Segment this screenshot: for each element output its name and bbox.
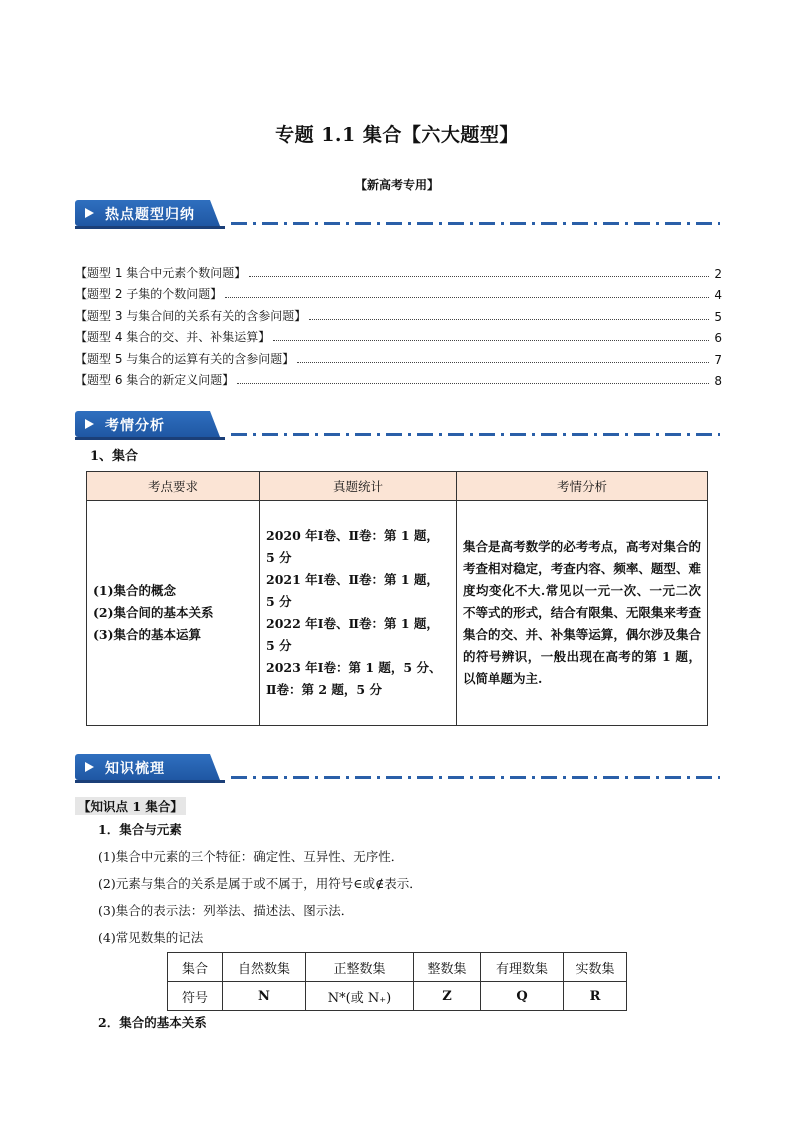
section-banner-knowledge bbox=[75, 754, 735, 780]
knowledge-item: (1)集合中元素的三个特征：确定性、互异性、无序性． bbox=[98, 849, 404, 864]
knowledge-item: (4)常见数集的记法 bbox=[98, 930, 204, 945]
page-title: 专题 1.1 集合【六大题型】 bbox=[275, 124, 519, 146]
dash-divider bbox=[231, 433, 720, 436]
toc-entry-1[interactable]: 【题型 1 集合中元素个数问题】 2 bbox=[75, 265, 722, 281]
table-row: 符号 N N*(或 N₊) Z Q R bbox=[168, 982, 627, 1011]
page-subtitle: 【新高考专用】 bbox=[354, 178, 439, 192]
toc-entry-2[interactable]: 【题型 2 子集的个数问题】 4 bbox=[75, 287, 722, 302]
section-label-analysis: 考情分析 bbox=[105, 418, 165, 434]
section-banner-analysis bbox=[75, 411, 735, 437]
play-arrow-icon bbox=[85, 208, 94, 218]
dash-divider bbox=[231, 222, 720, 225]
table-row: 集合 自然数集 正整数集 整数集 有理数集 实数集 bbox=[168, 953, 627, 982]
subsection-heading: 1．集合与元素 bbox=[98, 822, 182, 837]
toc-entry-6[interactable]: 【题型 6 集合的新定义问题】 8 bbox=[75, 373, 722, 388]
requirements-cell: (1)集合的概念 (2)集合间的基本关系 (3)集合的基本运算 bbox=[87, 501, 260, 726]
analysis-heading: 1、集合 bbox=[90, 449, 139, 464]
table-of-contents bbox=[75, 259, 722, 388]
number-sets-table bbox=[167, 952, 627, 1011]
toc-entry-4[interactable]: 【题型 4 集合的交、并、补集运算】 6 bbox=[75, 330, 722, 345]
section-banner-hot bbox=[75, 200, 735, 226]
col-header-stats: 真题统计 bbox=[260, 472, 457, 501]
col-header-requirements: 考点要求 bbox=[87, 472, 260, 501]
knowledge-point-title: 【知识点 1 集合】 bbox=[75, 797, 186, 815]
dash-divider bbox=[231, 776, 720, 779]
knowledge-item: (3)集合的表示法：列举法、描述法、图示法． bbox=[98, 903, 354, 918]
stats-cell: 2020 年Ⅰ卷、Ⅱ卷：第 1 题， 5 分 2021 年Ⅰ卷、Ⅱ卷：第 1 题， 5 分 2022 年Ⅰ卷、Ⅱ卷：第 1 题， 5 分 2023 年Ⅰ卷：第 1 题，5 分、 Ⅱ卷：第 2 题，5 分 bbox=[260, 501, 457, 726]
section-label-knowledge: 知识梳理 bbox=[105, 761, 165, 777]
toc-entry-3[interactable]: 【题型 3 与集合间的关系有关的含参问题】 5 bbox=[75, 308, 722, 324]
knowledge-item: (2)元素与集合的关系是属于或不属于，用符号∈或∉表示． bbox=[98, 876, 422, 891]
analysis-cell: 集合是高考数学的必考考点，高考对集合的考查相对稳定，考查内容、频率、题型、难度均变化不大.常见以一元一次、一元二次不等式的形式，结合有限集、无限集来考查集合的交、并、补集等运算，偶尔涉及集合的符号辨识，一般出现在高考的第 1 题，以简单题为主. bbox=[457, 501, 708, 726]
play-arrow-icon bbox=[85, 762, 94, 772]
toc-entry-5[interactable]: 【题型 5 与集合的运算有关的含参问题】 7 bbox=[75, 351, 722, 367]
section-label-hot: 热点题型归纳 bbox=[105, 207, 195, 223]
analysis-table bbox=[86, 471, 708, 726]
subsection-heading: 2．集合的基本关系 bbox=[98, 1015, 207, 1030]
play-arrow-icon bbox=[85, 419, 94, 429]
col-header-analysis: 考情分析 bbox=[457, 472, 708, 501]
